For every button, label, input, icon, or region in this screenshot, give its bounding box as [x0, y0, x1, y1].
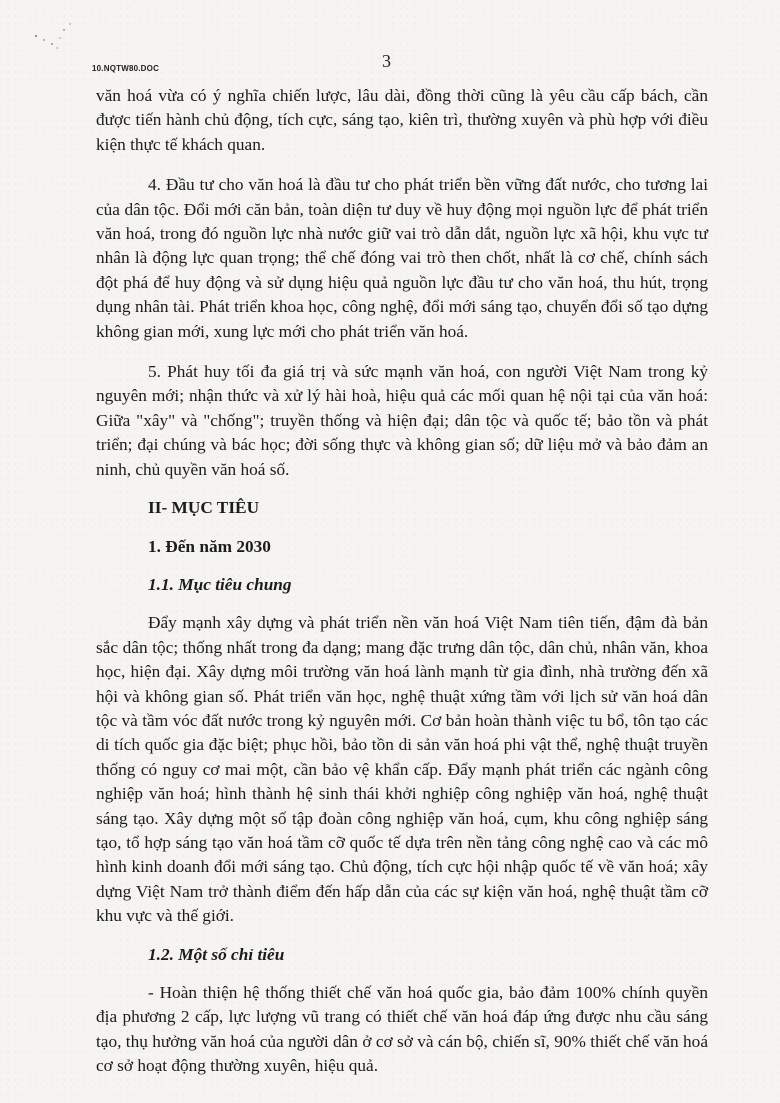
- paragraph-general-goal: Đẩy mạnh xây dựng và phát triển nền văn hoá Việt Nam tiên tiến, đậm đà bản sắc dân tộc; thống nhất trong đa dạng; mang đặc trưng dân tộc, dân chủ, nhân văn, khoa học, hiện đại. Xây dựng môi trường văn hoá lành mạnh từ gia đình, nhà trường đến xã hội và không gian số. Phát triển văn học, nghệ thuật xứng tầm với lịch sử văn hoá dân tộc và tầm vóc đất nước trong kỷ nguyên mới. Cơ bản hoàn thành việc tu bổ, tôn tạo các di tích quốc gia đặc biệt; phục hồi, bảo tồn di sản văn hoá phi vật thể, nghệ thuật truyền thống có nguy cơ mai một, cần bảo vệ khẩn cấp. Đẩy mạnh phát triển các ngành công nghiệp văn hoá; hình thành hệ sinh thái khởi nghiệp công nghiệp văn hoá, nghệ thuật sáng tạo. Xây dựng một số tập đoàn công nghiệp văn hoá, cụm, khu công nghiệp sáng tạo, tổ hợp sáng tạo văn hoá tầm cỡ quốc tế dựa trên nền tảng công nghệ cao và các mô hình kinh doanh đổi mới sáng tạo. Chủ động, tích cực hội nhập quốc tế về văn hoá; xây dựng Việt Nam trở thành điểm đến hấp dẫn của các sự kiện văn hoá, nghệ thuật tầm cỡ khu vực và thế giới.: [96, 613, 708, 926]
- paragraph-principle-5: 5. Phát huy tối đa giá trị và sức mạnh văn hoá, con người Việt Nam trong kỷ nguyên mới; nhận thức và xử lý hài hoà, hiệu quả các mối quan hệ nội tại của văn hoá: Giữa "xây" và "chống"; truyền thống và hiện đại; dân tộc và quốc tế; bảo tồn và phát triển; đại chúng và bác học; đời sống thực và không gian số; dữ liệu mở và bảo đảm an ninh, chủ quyền văn hoá số.: [96, 362, 708, 479]
- heading-by-2030: 1. Đến năm 2030: [148, 536, 271, 556]
- paragraph-continuation: văn hoá vừa có ý nghĩa chiến lược, lâu dài, đồng thời cũng là yêu cầu cấp bách, cần được tiến hành chủ động, tích cực, sáng tạo, kiên trì, thường xuyên và phù hợp với điều kiện thực tế khách quan.: [96, 86, 708, 154]
- heading-general-goal: 1.1. Mục tiêu chung: [148, 574, 292, 594]
- paragraph-principle-4: 4. Đầu tư cho văn hoá là đầu tư cho phát triển bền vững đất nước, cho tương lai của dân tộc. Đổi mới căn bản, toàn diện tư duy về huy động mọi nguồn lực để phát triển văn hoá, trong đó nguồn lực nhà nước giữ vai trò dẫn dắt, nguồn lực xã hội, khu vực tư nhân là động lực quan trọng; thể chế đóng vai trò then chốt, nhất là cơ chế, chính sách đột phá để huy động và sử dụng hiệu quả nguồn lực đầu tư cho văn hoá, thu hút, trọng dụng nhân tài. Phát triển khoa học, công nghệ, đổi mới sáng tạo, chuyển đổi số tạo dựng không gian mới, xung lực mới cho phát triển văn hoá.: [96, 175, 708, 341]
- page-number: 3: [382, 51, 391, 71]
- scan-specks: [30, 18, 90, 58]
- file-label: 10.NQTW80.DOC: [92, 64, 160, 73]
- document-body: [96, 84, 708, 1079]
- heading-targets: 1.2. Một số chỉ tiêu: [148, 944, 285, 964]
- paragraph-target-1: - Hoàn thiện hệ thống thiết chế văn hoá quốc gia, bảo đảm 100% chính quyền địa phương 2 cấp, lực lượng vũ trang có thiết chế văn hoá đáp ứng được nhu cầu sáng tạo, thụ hưởng văn hoá của người dân ở cơ sở và cán bộ, chiến sĩ, 90% thiết chế văn hoá cơ sở hoạt động thường xuyên, hiệu quả.: [96, 983, 708, 1076]
- section-heading-goals: II- MỤC TIÊU: [148, 498, 260, 518]
